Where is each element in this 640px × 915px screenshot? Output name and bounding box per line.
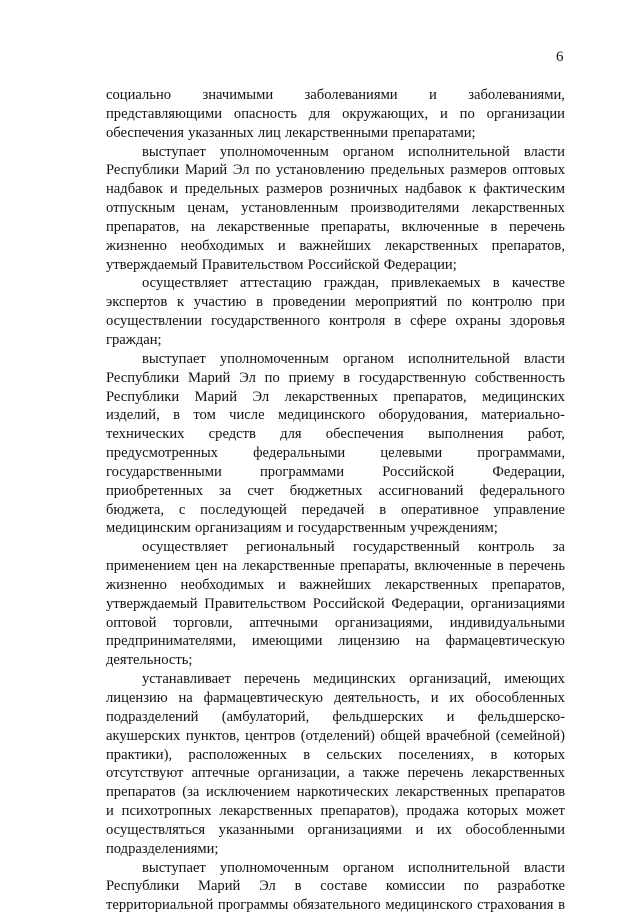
- text-line: [106, 859, 565, 878]
- word: комиссии: [385, 878, 445, 895]
- word: и: [440, 105, 448, 122]
- word: окружающих,: [342, 105, 429, 122]
- text-line: [106, 632, 565, 651]
- word: предпринимателями,: [106, 633, 237, 650]
- word: оборудования,: [378, 407, 468, 424]
- word: отсутствуют: [106, 765, 184, 782]
- word: здоровья: [509, 313, 565, 330]
- word: бюджетных: [289, 482, 363, 499]
- word: обособленными: [465, 821, 565, 838]
- word: лекарственных: [384, 237, 478, 254]
- text-line: [106, 256, 565, 275]
- word: необходимых: [180, 237, 265, 254]
- word: жизненно: [106, 237, 167, 254]
- word: препаратов,: [106, 218, 180, 235]
- word: Эл: [259, 878, 276, 895]
- word: контролю: [471, 294, 533, 311]
- word: лицензию: [106, 690, 168, 706]
- word: размеров: [266, 181, 323, 198]
- word: в: [492, 275, 500, 292]
- word: государственного: [210, 313, 321, 330]
- word: последующей: [200, 501, 287, 518]
- word: препаратов,: [393, 388, 467, 405]
- page-number: 6: [556, 49, 564, 65]
- text-line: [106, 143, 565, 162]
- word: Российской: [307, 256, 380, 273]
- text-line: [106, 406, 565, 425]
- word: программами: [259, 463, 345, 480]
- text-line: [106, 783, 565, 802]
- word: предельных: [184, 181, 259, 198]
- text-line: [106, 274, 565, 293]
- word: на: [178, 690, 193, 706]
- word: осуществляет: [142, 539, 228, 556]
- word: за: [219, 482, 232, 499]
- word: Республики: [106, 388, 180, 405]
- word: исполнительной: [408, 350, 510, 367]
- word: Республики: [106, 878, 180, 895]
- word: общей: [380, 727, 421, 744]
- word: устанавливает: [142, 671, 231, 688]
- word: власти: [523, 859, 565, 876]
- word: включенные: [414, 558, 492, 575]
- word: поселениях,: [398, 746, 475, 763]
- text-line: [106, 331, 565, 350]
- word: лицензию: [338, 633, 400, 650]
- word: Эл: [232, 162, 250, 179]
- word: передачей: [301, 501, 365, 518]
- word: лекарственных: [219, 803, 313, 820]
- word: сельских: [326, 746, 383, 763]
- word: контроль: [478, 539, 535, 556]
- text-line: [106, 746, 565, 765]
- word: государственную: [358, 369, 467, 386]
- text-line: [106, 764, 565, 783]
- word: надбавок: [106, 181, 163, 198]
- word: Федерации,: [492, 463, 565, 480]
- word: участию: [193, 294, 247, 311]
- word: представляющими: [106, 105, 223, 122]
- word: торговли,: [173, 614, 233, 631]
- word: Республики: [106, 369, 180, 386]
- word: оперативное: [400, 501, 479, 518]
- word: Эл: [252, 388, 270, 405]
- word: препараты,: [320, 218, 390, 235]
- text-line: [106, 124, 565, 143]
- word: составе: [320, 878, 368, 895]
- word: в: [496, 558, 504, 575]
- word: утверждаемый: [106, 256, 198, 273]
- word: охраны: [455, 313, 501, 330]
- word: федеральными: [253, 445, 346, 462]
- word: а: [348, 765, 355, 782]
- word: государственным: [297, 520, 406, 537]
- text-line: [106, 293, 565, 312]
- word: уполномоченным: [219, 859, 329, 876]
- word: организациями: [307, 821, 402, 838]
- word: установлению: [275, 162, 365, 179]
- text-line: [106, 576, 565, 595]
- word: контроля: [328, 313, 386, 330]
- word: государственными: [106, 463, 222, 480]
- text-line: [106, 463, 565, 482]
- word: для: [308, 105, 331, 122]
- word: выступает: [142, 350, 206, 367]
- word: в: [379, 501, 387, 518]
- word: качестве: [511, 275, 565, 292]
- word: исполнительной: [408, 143, 510, 160]
- word: центров: [245, 727, 296, 744]
- word: при: [542, 294, 565, 311]
- word: организаций,: [409, 671, 492, 688]
- text-line: [106, 425, 565, 444]
- word: установленным: [241, 200, 339, 217]
- word: учреждениям;: [409, 520, 498, 537]
- word: лекарственных: [284, 388, 378, 405]
- text-line: [106, 595, 565, 614]
- word: медицинского: [385, 897, 473, 914]
- word: утверждаемый: [106, 595, 198, 612]
- word: Марий: [194, 388, 238, 405]
- word: препаратов,: [491, 576, 565, 593]
- word: работ,: [527, 426, 565, 443]
- word: лекарственных: [395, 784, 489, 801]
- word: которых: [513, 746, 565, 763]
- word: обособленных: [475, 690, 565, 706]
- word: числе: [229, 407, 265, 424]
- word: организациями: [470, 595, 565, 612]
- word: лекарственные: [242, 558, 335, 575]
- word: в: [303, 746, 311, 763]
- word: индивидуальными: [449, 614, 565, 631]
- word: для: [280, 426, 302, 443]
- word: оптовых: [512, 162, 565, 179]
- word: перечень: [407, 765, 464, 782]
- word: указанными: [218, 821, 295, 838]
- word: Федерации,: [391, 595, 464, 612]
- word: страхования: [477, 897, 554, 914]
- word: бюджета,: [106, 501, 165, 518]
- word: оптовой: [106, 614, 157, 631]
- word: в: [490, 746, 498, 763]
- word: деятельность,: [333, 690, 420, 706]
- text-line: [106, 501, 565, 520]
- word: наркотических: [296, 784, 389, 801]
- word: обеспечения: [325, 426, 404, 443]
- word: Российской: [312, 595, 385, 612]
- text-line: [106, 388, 565, 407]
- text-line: [106, 237, 565, 256]
- word: Правительством: [204, 595, 307, 612]
- text-line: [106, 482, 565, 501]
- word: и: [277, 576, 286, 593]
- word: в: [173, 407, 181, 424]
- word: власти: [523, 350, 565, 367]
- word: Правительством: [201, 256, 304, 273]
- word: необходимых: [180, 576, 265, 593]
- word: и: [277, 237, 286, 254]
- text-line: [106, 896, 565, 915]
- word: в: [256, 294, 264, 311]
- word: предусмотренных: [106, 445, 218, 462]
- word: разработке: [497, 878, 565, 895]
- word: имеющих: [504, 671, 565, 688]
- word: аптечными: [249, 614, 318, 631]
- word: и: [415, 821, 424, 838]
- word: программы: [217, 897, 289, 914]
- word: сфере: [410, 313, 447, 330]
- word: лекарственные: [216, 218, 310, 235]
- word: граждан;: [106, 331, 162, 348]
- word: органом: [342, 350, 394, 367]
- word: материально-: [481, 407, 565, 424]
- word: которых: [466, 803, 519, 820]
- word: врачебной: [425, 727, 491, 744]
- word: препаратов: [106, 784, 176, 801]
- word: психотропных: [121, 803, 212, 820]
- text-line: [106, 877, 565, 896]
- word: препаратов,: [491, 237, 565, 254]
- word: по: [446, 294, 463, 311]
- word: лекарственными: [285, 124, 389, 141]
- word: Эл: [239, 369, 256, 386]
- text-line: [106, 199, 565, 218]
- text-line: [106, 708, 565, 727]
- word: важнейших: [299, 576, 372, 593]
- word: мероприятий: [355, 294, 438, 311]
- word: (отделений): [300, 727, 375, 744]
- word: в: [394, 313, 402, 330]
- text-line: [106, 670, 565, 689]
- word: изделий,: [106, 407, 160, 424]
- word: аптечные: [191, 765, 250, 782]
- word: органом: [342, 143, 394, 160]
- word: значимыми: [202, 87, 274, 103]
- text-line: [106, 840, 565, 859]
- word: осуществляться: [106, 821, 206, 838]
- word: проведении: [272, 294, 346, 311]
- word: фактическим: [483, 181, 565, 198]
- word: перечень: [509, 558, 565, 575]
- text-line: [106, 519, 565, 538]
- word: органом: [342, 859, 394, 876]
- word: лиц: [257, 124, 281, 141]
- word: лекарственных: [471, 765, 565, 782]
- text-line: [106, 105, 565, 124]
- word: программами,: [477, 445, 565, 462]
- word: привлекаемых: [391, 275, 481, 292]
- word: счет: [247, 482, 274, 499]
- word: деятельность;: [106, 652, 193, 669]
- word: и: [106, 803, 114, 820]
- word: по: [463, 878, 479, 895]
- word: и: [285, 520, 294, 537]
- word: выступает: [142, 143, 206, 160]
- word: фельдшерско-: [477, 708, 565, 725]
- word: подразделений: [106, 708, 199, 725]
- word: важнейших: [299, 237, 372, 254]
- text-line: [106, 689, 565, 708]
- text-line: [106, 802, 565, 821]
- text-line: [106, 369, 565, 388]
- word: практики),: [106, 746, 173, 763]
- word: цен: [195, 558, 218, 575]
- text-line: [106, 180, 565, 199]
- word: расположенных: [188, 746, 287, 763]
- word: размеров: [450, 162, 507, 179]
- word: имеющими: [251, 633, 323, 650]
- word: их: [449, 690, 465, 706]
- word: организациями,: [334, 614, 433, 631]
- word: аттестацию: [239, 275, 312, 292]
- word: к: [176, 294, 185, 311]
- word: Марий: [184, 162, 228, 179]
- word: применением: [106, 558, 191, 575]
- word: и: [446, 708, 455, 725]
- word: организации,: [257, 765, 340, 782]
- word: пунктов,: [185, 727, 240, 744]
- word: лекарственных: [384, 576, 478, 593]
- word: исполнительной: [408, 859, 510, 876]
- word: том: [193, 407, 216, 424]
- word: Российской: [382, 463, 455, 480]
- word: Марий: [197, 878, 241, 895]
- word: на: [190, 218, 206, 235]
- word: (за: [182, 784, 200, 801]
- word: уполномоченным: [219, 143, 329, 160]
- word: на: [415, 633, 430, 650]
- word: экспертов: [106, 294, 168, 311]
- word: и: [430, 690, 439, 706]
- word: организации: [486, 105, 565, 122]
- word: выполнения: [427, 426, 504, 443]
- word: препаратов),: [320, 803, 399, 820]
- word: продажа: [406, 803, 459, 820]
- word: приему: [288, 369, 335, 386]
- word: федерального: [479, 482, 565, 499]
- word: надбавок: [405, 181, 462, 198]
- text-line: [106, 614, 565, 633]
- text-line: [106, 651, 565, 670]
- word: территориальной: [106, 897, 214, 914]
- word: с: [178, 501, 186, 518]
- word: в: [343, 369, 351, 386]
- word: медицинских: [313, 671, 396, 688]
- word: заболеваниями,: [468, 87, 565, 103]
- word: уполномоченным: [219, 350, 329, 367]
- word: (амбулаторий,: [221, 708, 310, 725]
- text-line: [106, 538, 565, 557]
- word: обеспечения: [106, 124, 184, 141]
- word: перечень: [508, 218, 565, 235]
- word: (семейной): [495, 727, 565, 744]
- word: медицинским: [106, 520, 191, 537]
- word: жизненно: [106, 576, 167, 593]
- word: целевыми: [380, 445, 443, 462]
- word: по: [255, 162, 271, 179]
- word: за: [552, 539, 565, 556]
- word: фармацевтическую: [203, 690, 323, 706]
- word: управление: [493, 501, 565, 518]
- text-line: [106, 444, 565, 463]
- text-line: [106, 821, 565, 840]
- word: выступает: [142, 859, 206, 876]
- word: по: [264, 369, 280, 386]
- word: медицинских: [482, 388, 565, 405]
- word: препаратами;: [392, 124, 476, 141]
- word: включенные: [401, 218, 479, 235]
- word: ценам,: [187, 200, 229, 217]
- word: предельных: [370, 162, 445, 179]
- word: технических: [106, 426, 185, 443]
- word: перечень: [244, 671, 301, 688]
- word: медицинского: [277, 407, 366, 424]
- word: по: [459, 105, 475, 122]
- word: фармацевтическую: [445, 633, 565, 650]
- word: розничных: [329, 181, 398, 198]
- word: отпускным: [106, 200, 176, 217]
- word: и: [429, 87, 437, 103]
- word: собственность: [474, 369, 565, 386]
- word: подразделениями;: [106, 840, 219, 857]
- word: препаратов: [495, 784, 565, 801]
- word: и: [169, 181, 178, 198]
- word: акушерских: [106, 727, 181, 744]
- word: препараты,: [339, 558, 410, 575]
- text-line: [106, 86, 565, 105]
- word: в: [558, 897, 565, 914]
- word: указанных: [188, 124, 254, 141]
- text-line: [106, 727, 565, 746]
- text-line: [106, 312, 565, 331]
- word: Марий: [188, 369, 231, 386]
- word: производителями: [350, 200, 460, 217]
- word: к: [468, 181, 477, 198]
- word: фельдшерских: [332, 708, 424, 725]
- word: в: [490, 218, 498, 235]
- word: на: [222, 558, 238, 575]
- text-line: [106, 350, 565, 369]
- text-line: [106, 557, 565, 576]
- word: Федерации;: [383, 256, 457, 273]
- word: в: [294, 878, 302, 895]
- word: ассигнований: [378, 482, 464, 499]
- word: может: [526, 803, 565, 820]
- word: опасность: [233, 105, 297, 122]
- word: лекарственных: [471, 200, 565, 217]
- body-text: [106, 86, 565, 915]
- text-line: [106, 218, 565, 237]
- word: их: [436, 821, 452, 838]
- word: обязательного: [292, 897, 381, 914]
- word: осуществлении: [106, 313, 203, 330]
- word: власти: [523, 143, 565, 160]
- word: Республики: [106, 162, 180, 179]
- word: государственный: [353, 539, 460, 556]
- word: средств: [208, 426, 256, 443]
- word: приобретенных: [106, 482, 203, 499]
- word: организациям: [195, 520, 282, 537]
- word: осуществляет: [142, 275, 228, 292]
- word: региональный: [246, 539, 335, 556]
- text-line: [106, 161, 565, 180]
- word: исключением: [205, 784, 291, 801]
- word: граждан,: [323, 275, 379, 292]
- word: социально: [106, 87, 172, 103]
- word: заболеваниями: [304, 87, 398, 103]
- word: также: [362, 765, 400, 782]
